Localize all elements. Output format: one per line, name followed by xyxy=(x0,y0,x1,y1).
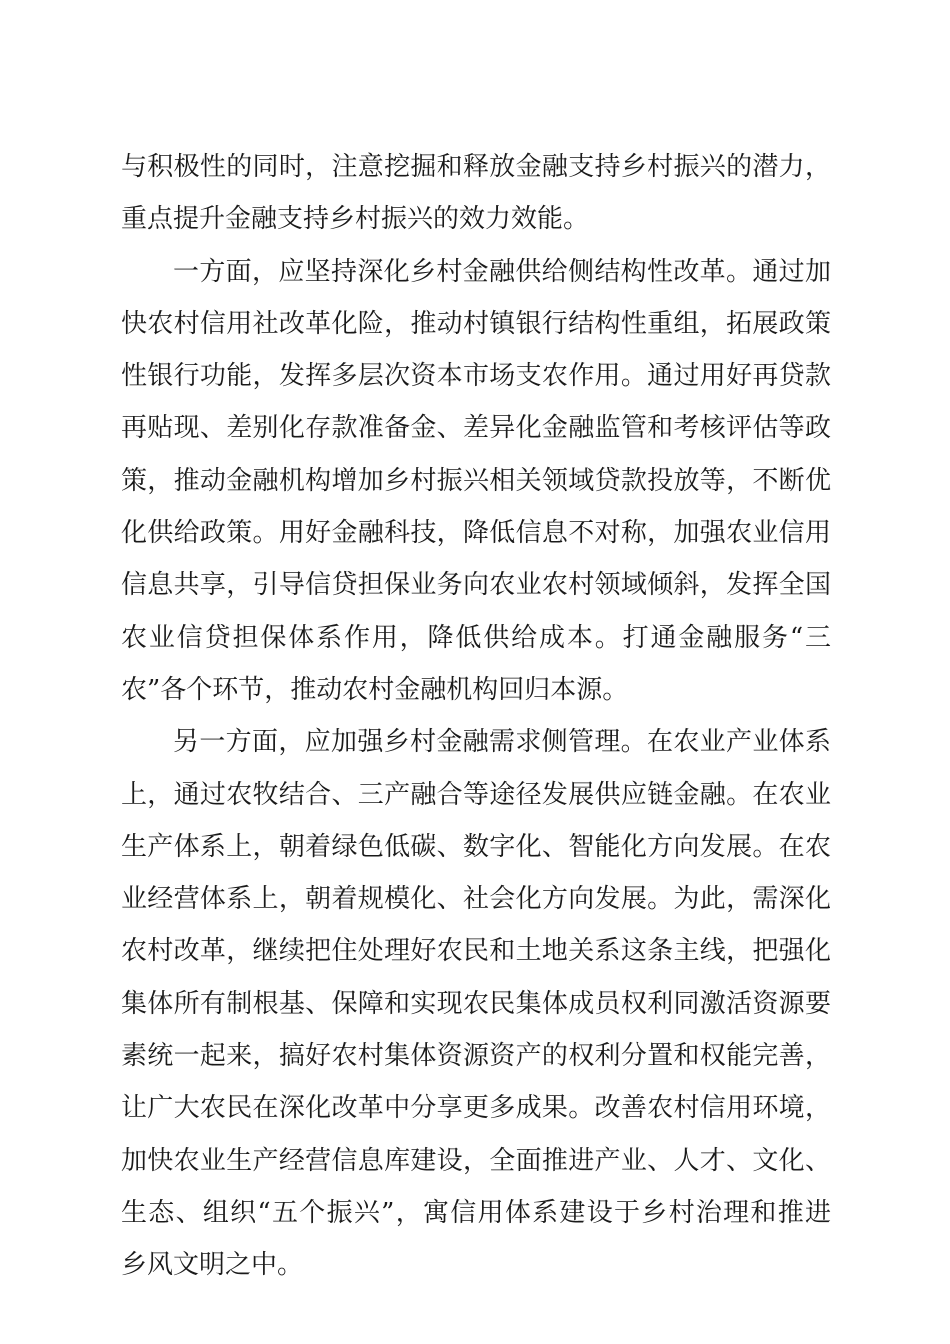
paragraph-3 xyxy=(121,716,831,1291)
text-line: 生态、组织“五个振兴”，寓信用体系建设于乡村治理和推进 xyxy=(121,1197,831,1228)
text-line: 让广大农民在深化改革中分享更多成果。改善农村信用环境， xyxy=(121,1093,831,1124)
text-line: 另一方面，应加强乡村金融需求侧管理。在农业产业体系 xyxy=(173,727,831,758)
text-line: 生产体系上，朝着绿色低碳、数字化、智能化方向发展。在农 xyxy=(121,831,831,862)
text-line: 与积极性的同时，注意挖掘和释放金融支持乡村振兴的潜力， xyxy=(121,152,831,182)
paragraph-1 xyxy=(121,141,831,246)
text-line: 信息共享，引导信贷担保业务向农业农村领域倾斜，发挥全国 xyxy=(121,570,831,601)
text-line: 乡风文明之中。 xyxy=(121,1250,304,1281)
text-line: 农村改革，继续把住处理好农民和土地关系这条主线，把强化 xyxy=(121,936,831,967)
text-line: 业经营体系上，朝着规模化、社会化方向发展。为此，需深化 xyxy=(121,884,831,915)
paragraph-2 xyxy=(121,246,831,717)
text-line: 重点提升金融支持乡村振兴的效力效能。 xyxy=(121,204,590,235)
text-line: 农”各个环节，推动农村金融机构回归本源。 xyxy=(121,674,629,705)
document-body xyxy=(121,141,831,1292)
text-line: 农业信贷担保体系作用，降低供给成本。打通金融服务“三 xyxy=(121,622,831,653)
text-line: 策，推动金融机构增加乡村振兴相关领域贷款投放等，不断优 xyxy=(121,465,831,496)
text-line: 化供给政策。用好金融科技，降低信息不对称，加强农业信用 xyxy=(121,518,831,549)
text-line: 快农村信用社改革化险，推动村镇银行结构性重组，拓展政策 xyxy=(121,308,831,339)
text-line: 加快农业生产经营信息库建设，全面推进产业、人才、文化、 xyxy=(121,1145,831,1176)
text-line: 集体所有制根基、保障和实现农民集体成员权利同激活资源要 xyxy=(121,988,831,1019)
text-line: 性银行功能，发挥多层次资本市场支农作用。通过用好再贷款 xyxy=(121,361,831,392)
text-line: 上，通过农牧结合、三产融合等途径发展供应链金融。在农业 xyxy=(121,779,831,810)
text-line: 再贴现、差别化存款准备金、差异化金融监管和考核评估等政 xyxy=(121,413,831,444)
text-line: 素统一起来，搞好农村集体资源资产的权利分置和权能完善， xyxy=(121,1041,831,1072)
text-line: 一方面，应坚持深化乡村金融供给侧结构性改革。通过加 xyxy=(173,256,831,287)
